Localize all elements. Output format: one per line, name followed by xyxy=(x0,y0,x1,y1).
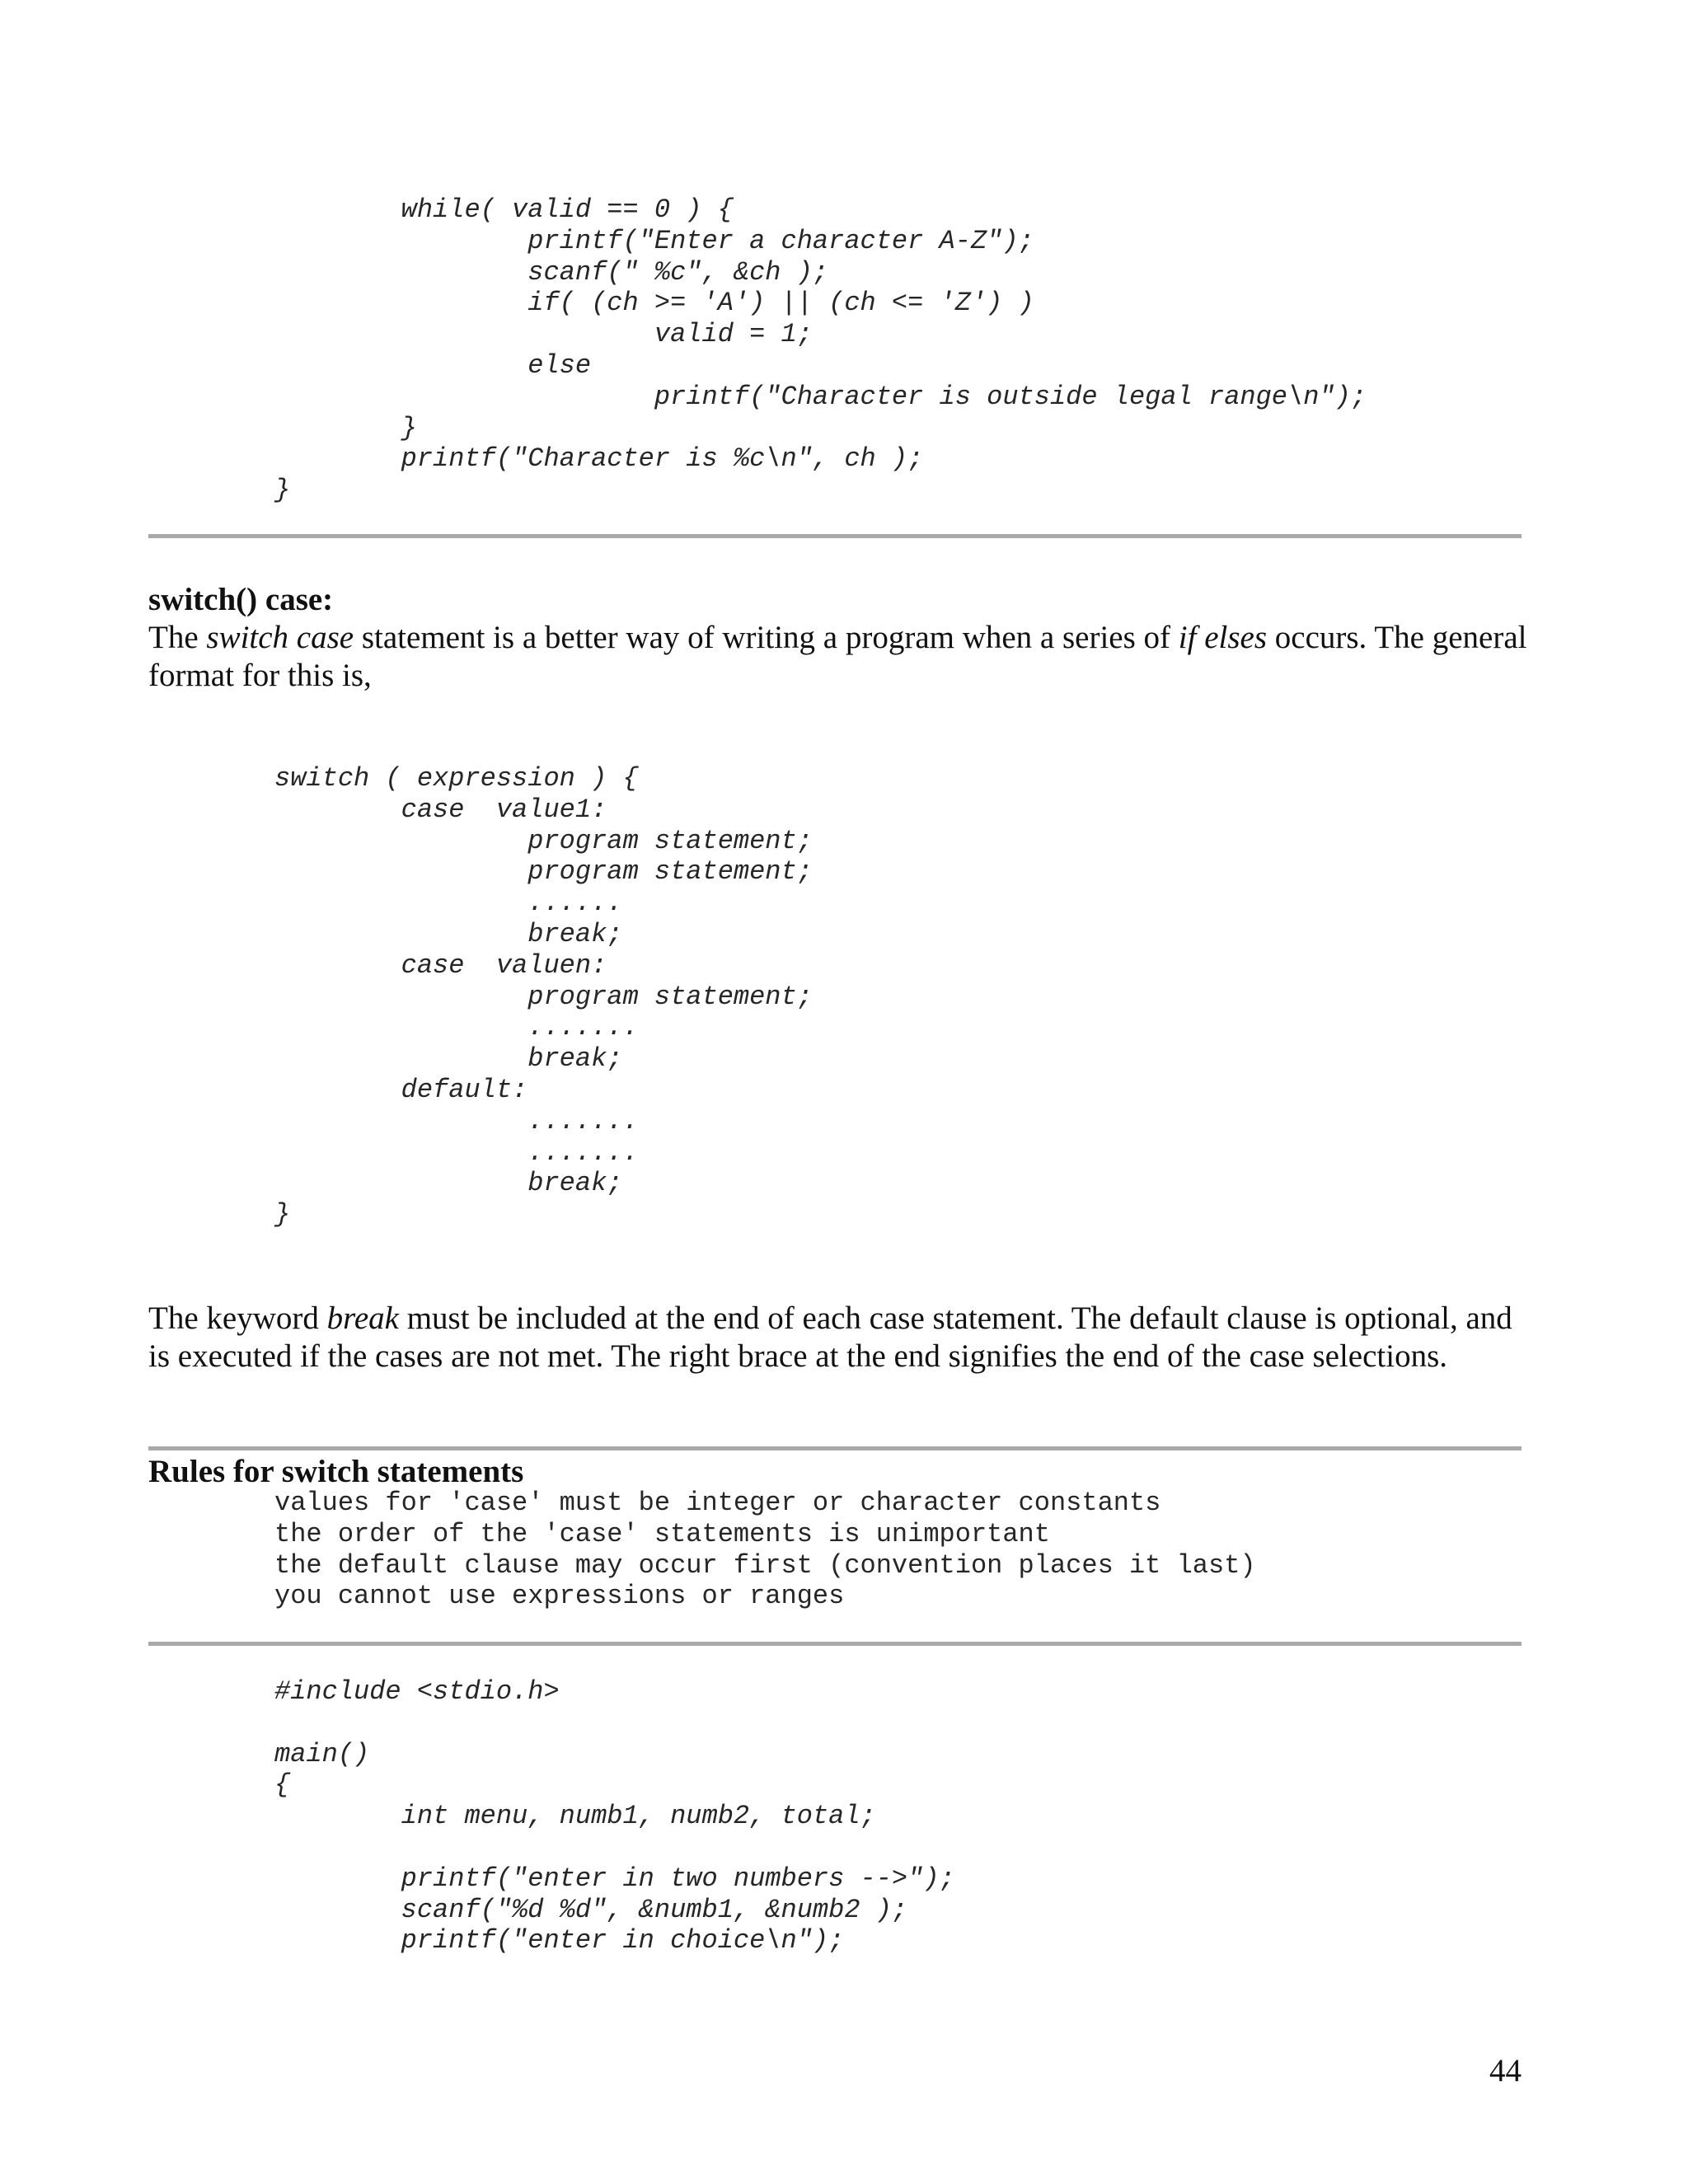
horizontal-rule xyxy=(148,1446,1522,1451)
code-line: { xyxy=(274,1769,291,1801)
code-line: program statement; xyxy=(274,856,813,888)
code-line: scanf("%d %d", &numb1, &numb2 ); xyxy=(274,1894,908,1925)
code-line: if( (ch >= 'A') || (ch <= 'Z') ) xyxy=(274,288,1034,319)
code-line: break; xyxy=(274,918,623,949)
code-line: default: xyxy=(274,1074,528,1105)
code-line: ....... xyxy=(274,1137,639,1168)
code-line: else xyxy=(274,349,592,381)
switch-intro-paragraph: The switch case statement is a better way of writing a program when a series of if elses occurs. The general format for this is, xyxy=(148,620,1527,693)
rule-item: the default clause may occur first (convention places it last) xyxy=(274,1549,1256,1581)
code-block-main-program xyxy=(274,1676,955,1957)
horizontal-rule xyxy=(148,1642,1522,1646)
code-line: ...... xyxy=(274,888,623,919)
code-line: case value1: xyxy=(274,794,607,825)
code-line: int menu, numb1, numb2, total; xyxy=(274,1801,876,1832)
code-line: printf("Enter a character A-Z"); xyxy=(274,225,1034,256)
code-line: printf("Character is outside legal range\n"); xyxy=(274,381,1367,412)
section-heading-switch-case: switch() case: xyxy=(148,582,334,617)
code-line xyxy=(274,1708,955,1739)
page-number: 44 xyxy=(1489,2053,1522,2088)
code-line: scanf(" %c", &ch ); xyxy=(274,256,829,288)
code-line: break; xyxy=(274,1043,623,1075)
code-block-while-loop xyxy=(274,194,1367,506)
code-line: valid = 1; xyxy=(274,319,813,350)
code-line: } xyxy=(274,1199,291,1230)
code-line xyxy=(274,1832,955,1863)
code-line: printf("enter in two numbers -->"); xyxy=(274,1863,955,1894)
code-block-switch-format xyxy=(274,763,813,1230)
rule-item: you cannot use expressions or ranges xyxy=(274,1581,845,1612)
code-line: switch ( expression ) { xyxy=(274,763,639,794)
code-line: ....... xyxy=(274,1105,639,1137)
code-line: program statement; xyxy=(274,981,813,1012)
code-line: } xyxy=(274,475,291,506)
code-line: break; xyxy=(274,1168,623,1199)
section-heading-rules: Rules for switch statements xyxy=(148,1454,524,1489)
code-line: while( valid == 0 ) { xyxy=(274,194,734,225)
code-line: ....... xyxy=(274,1012,639,1043)
rule-item: values for 'case' must be integer or character constants xyxy=(274,1488,1161,1518)
break-explanation-paragraph: The keyword break must be included at the end of each case statement. The default clause is optional, and is executed if the cases are not met. The right brace at the end signifies the end of the case selections. xyxy=(148,1301,1512,1374)
code-line: } xyxy=(274,412,417,443)
rule-item: the order of the 'case' statements is unimportant xyxy=(274,1518,1050,1549)
code-line: printf("Character is %c\n", ch ); xyxy=(274,443,924,475)
code-line: main() xyxy=(274,1738,370,1769)
code-line: case valuen: xyxy=(274,949,607,981)
code-line: printf("enter in choice\n"); xyxy=(274,1925,845,1957)
rules-list xyxy=(274,1488,1256,1612)
code-line: program statement; xyxy=(274,825,813,856)
horizontal-rule xyxy=(148,534,1522,538)
code-line: #include <stdio.h> xyxy=(274,1676,560,1707)
